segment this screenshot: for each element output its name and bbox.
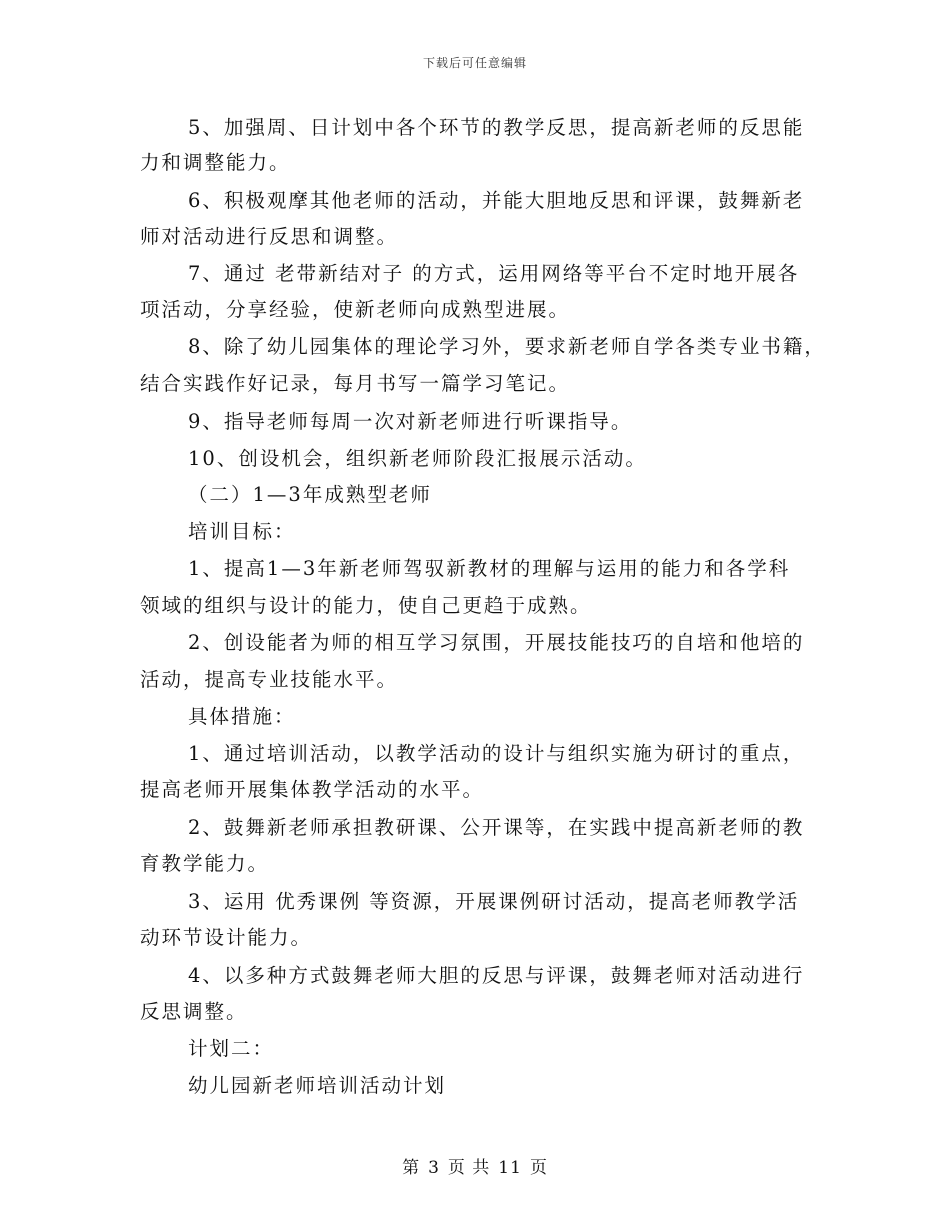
plan-label: 计划二： (188, 1037, 275, 1060)
paragraph-line: 结合实践作好记录，每月书写一篇学习笔记。 (140, 372, 571, 395)
footer-prefix: 第 (402, 1158, 421, 1178)
paragraph-line: 8、除了幼儿园集体的理论学习外，要求新老师自学各类专业书籍， (188, 335, 826, 358)
footer-total-pages: 11 (498, 1158, 522, 1178)
footer-suffix: 页 (529, 1158, 548, 1178)
paragraph-line: 2、鼓舞新老师承担教研课、公开课等，在实践中提高新老师的教 (188, 816, 805, 839)
plan-title: 幼儿园新老师培训活动计划 (188, 1074, 447, 1097)
paragraph-line: 育教学能力。 (140, 852, 270, 875)
paragraph-line: 师对活动进行反思和调整。 (140, 225, 399, 248)
paragraph-line: 2、创设能者为师的相互学习氛围，开展技能技巧的自培和他培的 (188, 631, 805, 654)
paragraph-line: 3、运用 优秀课例 等资源，开展课例研讨活动，提高老师教学活 (188, 890, 800, 913)
subheading-goals: 培训目标： (188, 520, 296, 543)
paragraph-line: 1、提高1—3年新老师驾驭新教材的理解与运用的能力和各学科 (188, 557, 791, 580)
paragraph-line: 5、加强周、日计划中各个环节的教学反思，提高新老师的反思能 (188, 116, 805, 139)
footer-current-page: 3 (428, 1158, 440, 1178)
page-footer (0, 1153, 950, 1178)
paragraph-line: 力和调整能力。 (140, 151, 291, 174)
paragraph-line: 领域的组织与设计的能力，使自己更趋于成熟。 (140, 594, 592, 617)
paragraph-line: 7、通过 老带新结对子 的方式，运用网络等平台不定时地开展各 (188, 262, 800, 285)
paragraph-line: 活动，提高专业技能水平。 (140, 668, 399, 691)
paragraph-line: 反思调整。 (140, 1000, 248, 1023)
page-header-note: 下载后可任意编辑 (422, 56, 527, 70)
paragraph-line: 9、指导老师每周一次对新老师进行听课指导。 (188, 410, 633, 433)
paragraph-line: 6、积极观摩其他老师的活动，并能大胆地反思和评课，鼓舞新老 (188, 189, 805, 212)
paragraph-line: 动环节设计能力。 (140, 926, 313, 949)
section-heading: （二）1—3年成熟型老师 (188, 483, 432, 506)
paragraph-line: 1、通过培训活动，以教学活动的设计与组织实施为研讨的重点， (188, 742, 805, 765)
paragraph-line: 10、创设机会，组织新老师阶段汇报展示活动。 (188, 447, 647, 470)
paragraph-line: 提高老师开展集体教学活动的水平。 (140, 778, 485, 801)
subheading-measures: 具体措施： (188, 705, 296, 728)
paragraph-line: 4、以多种方式鼓舞老师大胆的反思与评课，鼓舞老师对活动进行 (188, 964, 805, 987)
paragraph-line: 项活动，分享经验，使新老师向成熟型进展。 (140, 298, 571, 321)
footer-middle: 页 共 (447, 1158, 491, 1178)
